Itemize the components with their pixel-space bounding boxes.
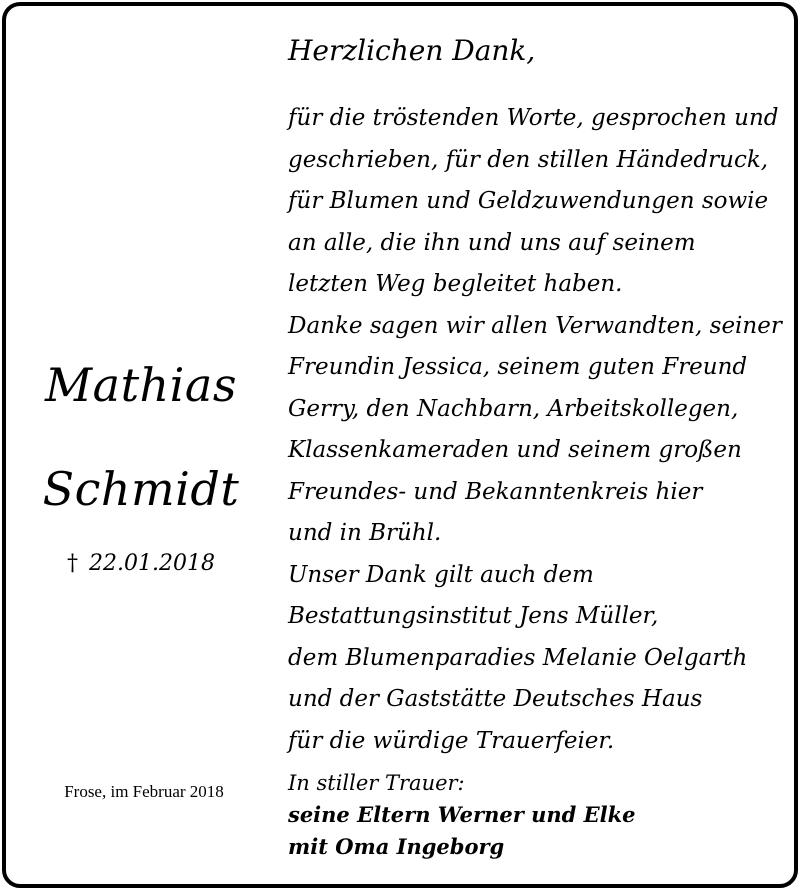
signoff-parents: seine Eltern Werner und Elke — [288, 802, 636, 827]
body-line: Gerry, den Nachbarn, Arbeitskollegen, — [288, 395, 739, 422]
body-line: dem Blumenparadies Melanie Oelgarth — [288, 644, 748, 671]
deceased-last-name: Schmidt — [42, 462, 240, 516]
body-line: an alle, die ihn und uns auf seinem — [288, 229, 696, 256]
body-line: für die würdige Trauerfeier. — [288, 727, 615, 754]
signoff-grandmother: mit Oma Ingeborg — [288, 834, 505, 859]
body-line: Klassenkameraden und seinem großen — [288, 437, 742, 463]
cross-icon: † — [67, 551, 79, 576]
body-line: Danke sagen wir allen Verwandten, seiner — [288, 312, 782, 339]
body-line: für Blumen und Geldzuwendungen sowie — [288, 188, 769, 214]
obituary-card — [2, 2, 798, 888]
signoff-intro: In stiller Trauer: — [288, 771, 465, 795]
body-line: geschrieben, für den stillen Händedruck, — [288, 146, 769, 173]
body-line: Freundin Jessica, seinem guten Freund — [288, 354, 748, 380]
deceased-first-name: Mathias — [45, 358, 237, 412]
thanks-body — [288, 98, 782, 762]
body-line: und der Gaststätte Deutsches Haus — [288, 686, 703, 712]
body-line: Unser Dank gilt auch dem — [288, 561, 594, 588]
body-line: letzten Weg begleitet haben. — [288, 271, 623, 297]
thanks-heading: Herzlichen Dank, — [288, 34, 536, 67]
death-date: 22.01.2018 — [89, 551, 215, 576]
left-column — [6, 6, 276, 884]
body-line: Bestattungsinstitut Jens Müller, — [288, 603, 659, 629]
body-line: und in Brühl. — [288, 520, 442, 546]
right-column — [288, 6, 788, 884]
body-line: Freundes- und Bekanntenkreis hier — [288, 478, 703, 505]
signoff — [288, 767, 636, 863]
place-and-date: Frose, im Februar 2018 — [64, 782, 224, 801]
body-line: für die tröstenden Worte, gesprochen und — [288, 105, 779, 131]
death-date-line — [6, 551, 276, 576]
